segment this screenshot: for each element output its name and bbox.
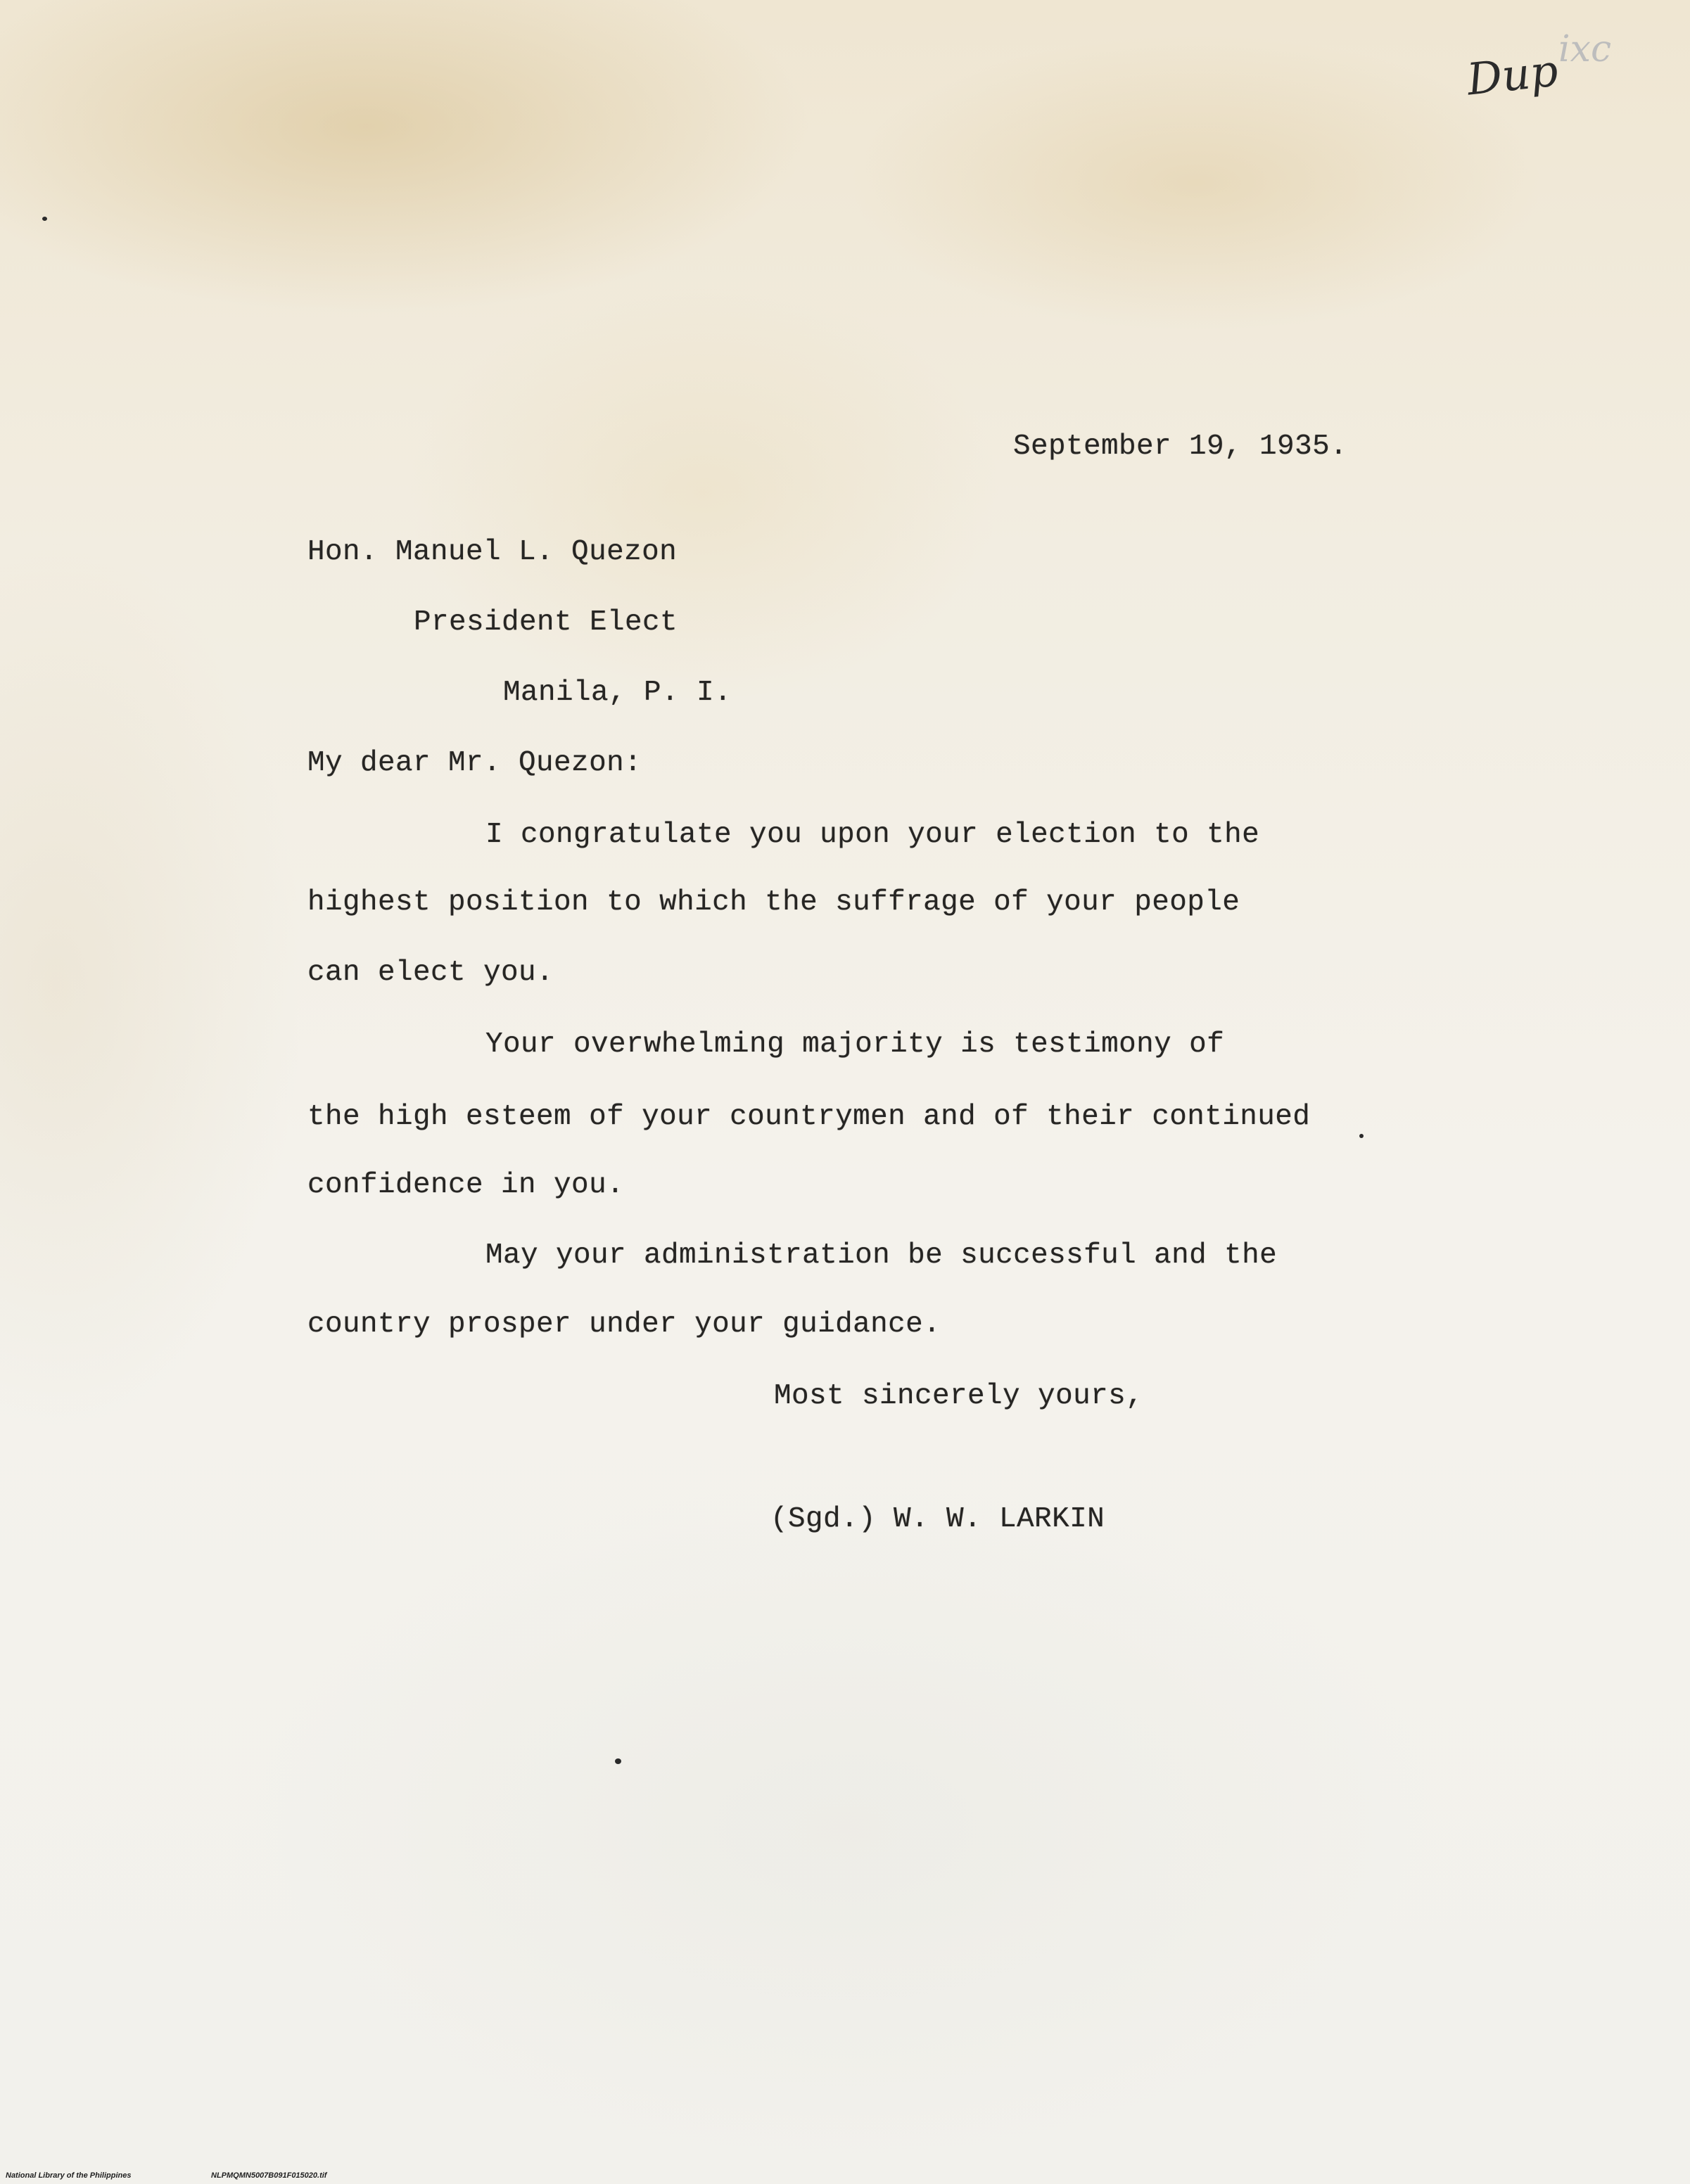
addressee-title: President Elect [414, 606, 678, 639]
ink-speck [615, 1758, 621, 1764]
body-line: can elect you. [307, 957, 554, 989]
closing: Most sincerely yours, [774, 1380, 1144, 1412]
salutation: My dear Mr. Quezon: [307, 747, 642, 779]
footer-library: National Library of the Philippines [6, 2171, 132, 2180]
handwritten-annotation: Dup [1464, 44, 1561, 106]
letter-date: September 19, 1935. [1013, 430, 1348, 463]
body-line: May your administration be successful and the [485, 1239, 1278, 1272]
addressee-name: Hon. Manuel L. Quezon [307, 536, 678, 568]
ink-speck [42, 217, 47, 221]
body-line: highest position to which the suffrage of your people [307, 886, 1240, 919]
faint-annotation: ixc [1558, 28, 1612, 70]
body-line: the high esteem of your countrymen and of their continued [307, 1101, 1311, 1133]
body-line: Your overwhelming majority is testimony of [485, 1028, 1225, 1061]
footer-file-id: NLPMQMN5007B091F015020.tif [211, 2171, 327, 2180]
ink-speck [1359, 1134, 1364, 1138]
body-line: country prosper under your guidance. [307, 1308, 941, 1341]
addressee-city: Manila, P. I. [503, 677, 732, 709]
signature: (Sgd.) W. W. LARKIN [770, 1503, 1105, 1535]
body-line: confidence in you. [307, 1169, 625, 1201]
body-line: I congratulate you upon your election to the [485, 819, 1260, 851]
